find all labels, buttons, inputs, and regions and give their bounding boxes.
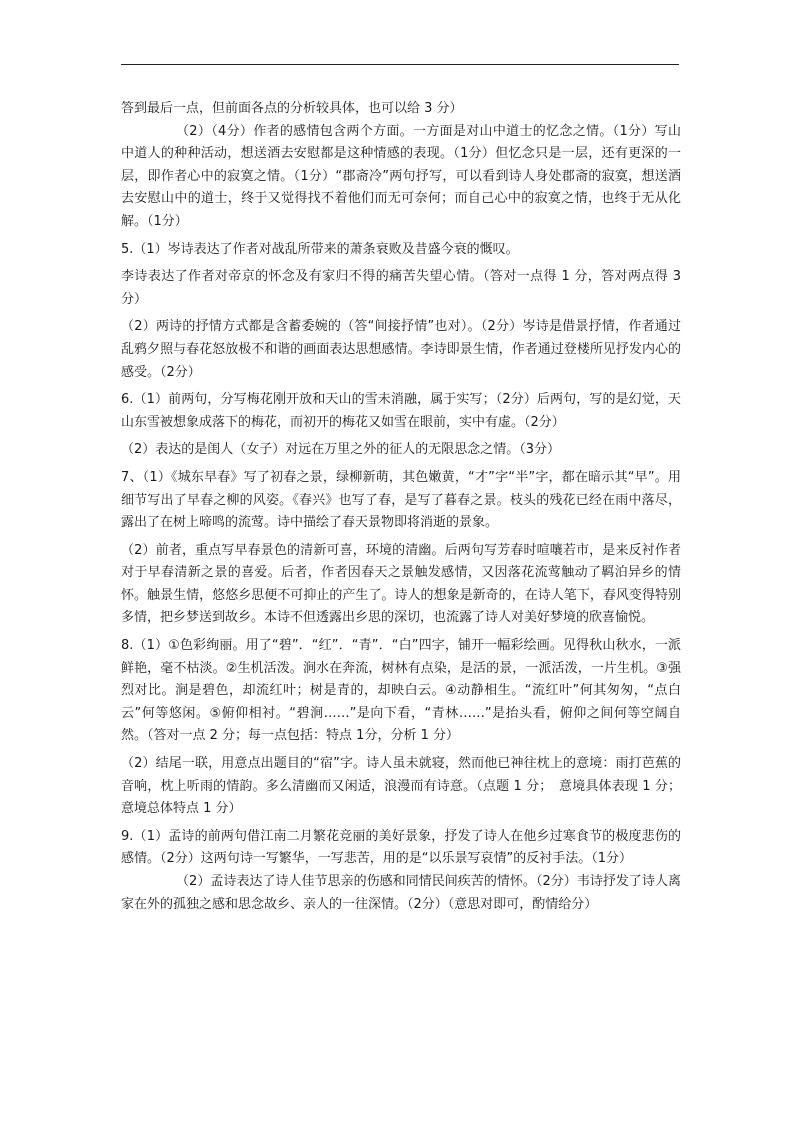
- answer-paragraph: 5.（1）岑诗表达了作者对战乱所带来的萧条衰败及昔盛今衰的慨叹。: [121, 241, 519, 257]
- document-body: [121, 98, 681, 916]
- answer-paragraph: 李诗表达了作者对帝京的怀念及有家归不得的痛苦失望心情。（答对一点得 1 分，答对两点得 3 分）: [121, 269, 681, 307]
- answer-paragraph: 8.（1）①色彩绚丽。用了“碧”．“红”．“青”．“白”四字，铺开一幅彩绘画。见得秋山秋水，一派鲜艳，毫不枯淡。②生机活泼。涧水在奔流，树林有点染，是活的景，一派活泼，一片生机。③强烈对比。涧是碧色，却流红叶；树是青的，却映白云。④动静相生。“流红叶”何其匆匆，“点白云”何等悠闲。⑤俯仰相衬。“碧涧……”是向下看，“青林……”是抬头看，俯仰之间何等空阔自然。（答对一点 2 分；每一点包括：特点 1分，分析 1 分）: [121, 638, 681, 744]
- answer-paragraph: （2）表达的是闺人（女子）对远在万里之外的征人的无限思念之情。（3分）: [121, 442, 561, 458]
- answer-paragraph: （2）两诗的抒情方式都是含蓄委婉的（答“间接抒情”也对）。（2分）岑诗是借景抒情，作者通过乱鸦夕照与春花怒放极不和谐的画面表达思想感情。李诗即景生情，作者通过登楼所见抒发内心的感受。（2分）: [121, 319, 681, 380]
- answer-paragraph: 答到最后一点，但前面各点的分析较具体，也可以给 3 分）: [121, 101, 463, 116]
- answer-paragraph: （2）结尾一联，用意点出题目的“宿”字。诗人虽未就寝，然而他已神往枕上的意境：雨打芭蕉的音响，枕上听雨的情韵。多么清幽而又闲适，浪漫而有诗意。（点题 1 分； 意境具体表现 1 分；意境总体特点 1 分）: [121, 756, 681, 817]
- answer-paragraph: （2）前者，重点写早春景色的清新可喜，环境的清幽。后两句写芳春时喧嚷若市，是来反衬作者对于早春清新之景的喜爱。后者，作者因春天之景触发感情，又因落花流莺触动了羁泊异乡的情怀。触景生情，悠悠乡思便不可抑止的产生了。诗人的想象是新奇的，在诗人笔下，春风变得特别多情，把乡梦送到故乡。本诗不但透露出乡思的深切，也流露了诗人对美好梦境的欣喜愉悦。: [121, 542, 681, 626]
- answer-paragraph: （2）（4分）作者的感情包含两个方面。一方面是对山中道士的忆念之情。（1分）写山中道人的种种活动，想送酒去安慰都是这种情感的表现。（1分）但忆念只是一层，还有更深的一层，即作者心中的寂寞之情。（1分）“郡斋冷”两句抒写，可以看到诗人身处郡斋的寂寞，想送酒去安慰山中的道士，终于又觉得找不着他们而无可奈何；而自己心中的寂寞之情，也终于无从化解。（1分）: [121, 123, 681, 229]
- answer-paragraph: （2）孟诗表达了诗人佳节思亲的伤感和同情民间疾苦的情怀。（2分）韦诗抒发了诗人离家在外的孤独之感和思念故乡、亲人的一往深情。（2分）（意思对即可，酌情给分）: [121, 874, 681, 912]
- answer-paragraph: 7、（1）《城东早春》写了初春之景，绿柳新萌，其色嫩黄，“才”字“半”字，都在暗示其“早”。用细节写出了早春之柳的风姿。《春兴》也写了春，是写了暮春之景。枝头的残花已经在雨中落尽，露出了在树上啼鸣的流莺。诗中描绘了春天景物即将消逝的景象。: [121, 469, 681, 531]
- answer-paragraph: 6.（1）前两句，分写梅花刚开放和天山的雪未消融，属于实写；（2分）后两句，写的是幻觉，天山东雪被想象成落下的梅花，而初开的梅花又如雪在眼前，实中有虚。（2分）: [121, 392, 681, 430]
- header-rule: [121, 64, 679, 65]
- answer-paragraph: 9.（1）孟诗的前两句借江南二月繁花竞丽的美好景象，抒发了诗人在他乡过寒食节的极度悲伤的感情。（2分）这两句诗一写繁华，一写悲苦，用的是“以乐景写哀情”的反衬手法。（1分）: [121, 828, 681, 867]
